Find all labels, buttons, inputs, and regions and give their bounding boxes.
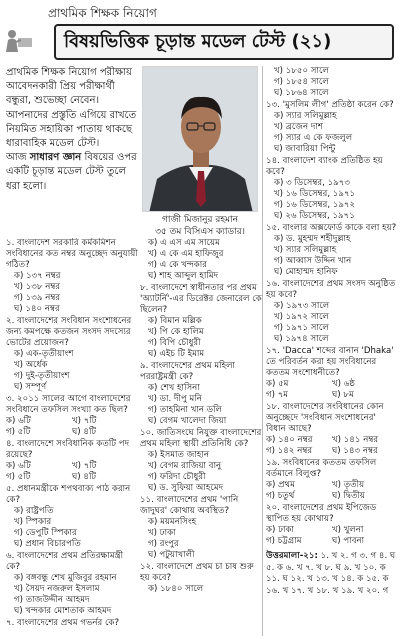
question-option: ক) ১৪০ নম্বর — [266, 435, 313, 445]
question-item — [6, 618, 138, 629]
question-option: ঘ) ১৪০ নম্বর — [14, 304, 60, 314]
question-option: ঘ) সম্পূর্ণ — [14, 382, 47, 392]
option-row — [6, 461, 138, 472]
question-text: ২০. বাংলাদেশের প্রথম ইপিজেড স্থাপিত হয় কোথায়? — [266, 503, 377, 524]
question-option: ঘ) দ্বিতীয় — [332, 491, 365, 501]
question-item — [266, 346, 398, 401]
question-option: গ) ১৯৭১ সালে — [274, 323, 329, 333]
option-row — [266, 390, 398, 401]
question-option: খ) তৃতীয় — [332, 480, 365, 490]
question-option: ঘ) জাবারিয়া পিন্টু — [274, 144, 336, 154]
question-text: ৮. বাংলাদেশে স্বাধীনতার পর প্রথম 'অ্যাটর্নি'-এর ডিরেক্টর জেনারেল কে ছিলেন? — [140, 283, 262, 315]
question-option: খ) সৈয়দ নজরুল ইসলাম — [14, 584, 100, 594]
answer-key-label: উত্তরমালা-২১: — [266, 551, 318, 561]
header — [0, 0, 402, 66]
question-option: গ) স্যার এ কে ফজলুল — [274, 133, 353, 143]
question-option: ক) রাষ্ট্রপতি — [14, 506, 54, 516]
question-text: ১৫. বাংলার অক্সফোর্ড কাকে বলা হয়? — [266, 223, 397, 233]
question-text: ১৪. বাংলাদেশ ব্যাংক প্রতিষ্ঠিত হয় কবে? — [266, 156, 383, 177]
option-row — [266, 379, 398, 390]
question-option: খ) ব্রজেন দাশ — [274, 122, 323, 132]
question-item — [140, 283, 264, 360]
question-item — [140, 495, 264, 561]
question-option: গ) ১৮৫৪ সালে — [274, 77, 329, 87]
question-option: গ) ডেপুটি স্পিকার — [14, 528, 77, 538]
question-option: ঘ) ৪টি — [72, 427, 97, 437]
question-item — [6, 238, 138, 315]
intro-text-pre: আজ — [6, 152, 30, 164]
question-text: ৯. বাংলাদেশের প্রথম মহিলা পররাষ্ট্রমন্ত্রী কে? — [140, 361, 235, 382]
question-option: ঘ) এইচ টি ইমাম — [148, 349, 205, 359]
question-option: ঘ) পটুয়াখালী — [148, 550, 195, 560]
question-option: ঘ) খন্দকার মোশতাক আহমদ — [14, 606, 112, 616]
question-option: ঘ) ১৮৬৪ সালে — [274, 88, 329, 98]
answer-key-text: ১. খ ২. গ ৩. গ ৪. ঘ ৫. ক ৬. খ ৭. খ ৮. ঘ ৯. খ ১০. ক ১১. ঘ ১২. খ ১৩. খ ১৪. ক ১৫. ক ১৬. খ ১৭. খ ১৮. খ ১৯. খ ২০. গ — [266, 551, 396, 596]
author-caption — [140, 215, 260, 238]
question-option: ক) ১৯৭৩ সালে — [274, 301, 330, 311]
answer-key — [266, 551, 398, 597]
question-text: ১৯. সংবিধানের কততম তফসিল বর্তমানে বিলুপ্ত? — [266, 458, 377, 479]
question-option: ক) বঙ্গবন্ধু শেখ মুজিবুর রহমান — [14, 573, 117, 583]
option-row — [266, 435, 398, 446]
question-option: ঘ) পাবনা — [332, 536, 365, 546]
questions-column-3 — [266, 66, 398, 597]
questions-column-1 — [6, 238, 138, 630]
question-item — [6, 551, 138, 617]
question-option: খ) পি কে হালিম — [148, 327, 204, 337]
question-option: গ) ১৪২ নম্বর — [266, 446, 313, 456]
question-text: ২. বাংলাদেশের সংবিধান সংশোধনের জন্য কমপক্ষে কতজন সংসদ সদস্যের ভোটের প্রয়োজন? — [6, 316, 132, 348]
question-option: ক) ড. মুহম্মদ শহীদুল্লাহ — [274, 234, 351, 244]
question-option: গ) ৫টি — [6, 472, 31, 482]
option-row — [6, 416, 138, 427]
question-text: ১২. বাংলাদেশে প্রথম চা চাষ শুরু হয় কবে? — [140, 562, 254, 583]
author-photo — [142, 66, 258, 212]
option-row — [266, 536, 398, 547]
question-option: ক) ৫ম — [266, 379, 289, 389]
questions-column-2 — [140, 238, 264, 596]
question-option: ঘ) ড. সুফিয়া আহমেদ — [148, 483, 224, 493]
option-row — [6, 427, 138, 438]
author-portrait-image — [143, 67, 258, 212]
question-item — [6, 394, 138, 438]
question-item — [266, 156, 398, 222]
question-item — [266, 458, 398, 502]
question-option: গ) তাহমিনা খান ডলি — [148, 405, 222, 415]
question-text: ১৮. বাংলাদেশের সংবিধানের কোন অনুচ্ছেদে 'সংবিধান সংশোধনের' বিধান আছে? — [266, 402, 384, 434]
question-option: খ) ঢাকা — [148, 528, 176, 538]
question-option: গ) ৭ম — [266, 390, 289, 400]
section-kicker: প্রাথমিক শিক্ষক নিয়োগ — [48, 6, 157, 20]
option-row — [266, 525, 398, 536]
page-title: বিষয়ভিত্তিক চূড়ান্ত মডেল টেস্ট (২১) — [54, 24, 394, 60]
question-option: গ) ১৬ ডিসেম্বর, ১৯৭২ — [274, 200, 356, 210]
question-option: গ) দুই-তৃতীয়াংশ — [14, 371, 70, 381]
question-item — [266, 402, 398, 457]
question-text: ১৩. 'মুসলিম লীগ' প্রতিষ্ঠা করেন কে? — [266, 100, 394, 110]
question-option: ঘ) মোহাম্মদ হানিফ — [274, 267, 338, 277]
question-text: ৬. বাংলাদেশের প্রথম প্রতিরক্ষামন্ত্রী কে? — [6, 551, 124, 572]
question-option: ক) প্রথম — [266, 480, 295, 490]
question-option: খ) অর্ধেক — [14, 360, 48, 370]
question-item — [266, 279, 398, 345]
question-text: ৭. বাংলাদেশের প্রথম গভর্নর কে? — [6, 618, 120, 628]
question-item — [266, 503, 398, 547]
question-option: ঘ) ১৪৩ নম্বর — [332, 446, 378, 456]
option-row — [266, 491, 398, 502]
teacher-icon — [4, 28, 34, 54]
question-text: ১১. বাংলাদেশের প্রথম 'পানি জাদুঘর' কোথায় অবস্থিত? — [140, 495, 239, 516]
option-row — [266, 480, 398, 491]
question-option: ঘ) প্রধান বিচারপতি — [14, 539, 81, 549]
question-option: ক) এ এস এম সায়েম — [148, 238, 220, 248]
intro-subject: সাধারণ জ্ঞান — [29, 152, 82, 164]
question-option: ক) স্যার সলিমুল্লাহ — [274, 111, 337, 121]
question-option: গ) ১৩৯ নম্বর — [14, 293, 61, 303]
question-option: ক) ৬টি — [6, 416, 31, 426]
question-option: খ) ১৮৫০ সালে — [274, 66, 329, 76]
question-text: ১৭. 'Dacca' শব্দের বানান 'Dhaka' তে পরিবর্তন করা হয় সংবিধানের কততম সংশোধনীতে? — [266, 346, 394, 378]
question-option: খ) স্পিকার — [14, 517, 52, 527]
question-option: খ) ৭টি — [72, 461, 97, 471]
author-name: গাজী মিজানুর রহমান — [161, 215, 239, 225]
question-option: গ) এ কে খন্দকার — [148, 260, 207, 270]
question-option: ঘ) ৪টি — [72, 472, 97, 482]
question-option: গ) আব্বাস উদ্দিন খান — [274, 256, 352, 266]
question-option: ঘ) ২৬ ডিসেম্বর, ১৯৭১ — [274, 211, 355, 221]
question-option: গ) রংপুর — [148, 539, 179, 549]
question-option: ক) বিমান মল্লিক — [148, 316, 202, 326]
question-item — [6, 484, 138, 550]
question-item — [140, 562, 264, 595]
question-option: গ) বিপি চৌধুরী — [148, 338, 201, 348]
question-option: খ) ১৩৮ নম্বর — [14, 282, 61, 292]
question-option: খ) স্যার সলিমুল্লাহ — [274, 245, 337, 255]
question-option: গ) ফরিদা চৌধুরী — [148, 472, 206, 482]
question-option: ঘ) শাহ আব্দুল হামিদ — [148, 271, 219, 281]
question-option: গ) ৫টি — [6, 427, 31, 437]
question-option: ক) ইসমাত জাহান — [148, 450, 210, 460]
question-text: ১০. জাতিসংঘে নিযুক্ত বাংলাদেশের প্রথম মহিলা স্থায়ী প্রতিনিধি কে? — [140, 428, 262, 449]
question-text: ৪. বাংলাদেশে সংবিধানিক কতটি পদ রয়েছে? — [6, 439, 130, 460]
option-row — [6, 472, 138, 483]
author-role: ৩৫ তম বিসিএস ক্যাডার। — [155, 226, 245, 237]
question-option: ক) ১৮৪০ সালে — [148, 584, 204, 594]
question-option: গ) চতুর্থ — [266, 491, 295, 501]
question-option: খ) বেগম রাজিয়া বানু — [148, 461, 222, 471]
question-option: গ) তাজউদ্দীন আহমদ — [14, 595, 90, 605]
question-option: খ) খুলনা — [332, 525, 364, 535]
question-option: খ) ডা. দীপু মনি — [148, 394, 202, 404]
question-option: খ) ১৬ ডিসেম্বর, ১৯৭১ — [274, 189, 356, 199]
question-option: গ) চট্টগ্রাম — [266, 536, 302, 546]
question-option: ঘ) ১৯৭৪ সালে — [274, 334, 329, 344]
question-option: ক) ময়মনসিংহ — [148, 517, 197, 527]
question-option: খ) এ কে এম হাফিজুর — [148, 249, 224, 259]
question-option: ক) ১৩৭ নম্বর — [14, 271, 61, 281]
question-option: ক) ঢাকা — [266, 525, 294, 535]
intro-paragraph-1: প্রাথমিক শিক্ষক নিয়োগ পরীক্ষায় আবেদনকারী প্রিয় পরীক্ষার্থী বন্ধুরা, শুভেচ্ছা নেবেন। আপনাদের প্রস্তুতি এগিয়ে রাখতে নিয়মিত সহায়িকা পাতায় থাকছে ধারাবাহিক মডেল টেস্ট। — [6, 67, 137, 149]
question-item — [6, 439, 138, 483]
question-item — [140, 428, 264, 494]
question-item — [266, 223, 398, 278]
question-item — [140, 238, 264, 282]
question-option: খ) ৭টি — [72, 416, 97, 426]
question-option: ক) শেখ হাসিনা — [148, 383, 200, 393]
intro-text-post: বিষয়ের ওপর একটি চূড়ান্ত মডেল টেস্ট তুলে ধরা হলো। — [6, 152, 137, 192]
question-option: খ) ৬ষ্ঠ — [332, 379, 355, 389]
intro-text — [6, 66, 142, 194]
question-option: ঘ) ৮ম — [332, 390, 354, 400]
question-item — [140, 361, 264, 427]
question-option: ক) এক-তৃতীয়াংশ — [14, 349, 74, 359]
question-text: ৩. ২০১১ সালের আগে বাংলাদেশের সংবিধানে তফসিল সংখ্যা কত ছিল? — [6, 394, 131, 415]
question-option: খ) ১৯৭২ সালে — [274, 312, 329, 322]
question-item — [6, 316, 138, 393]
question-option: খ) ১৪১ নম্বর — [332, 435, 379, 445]
option-row — [266, 446, 398, 457]
question-item — [266, 66, 398, 99]
question-option: ঘ) বেগম খালেদা জিয়া — [148, 416, 227, 426]
question-option: ক) ৩ ডিসেম্বর, ১৯৭৩ — [274, 178, 350, 188]
question-item — [266, 100, 398, 155]
question-option: ক) ৬টি — [6, 461, 31, 471]
question-text: ১. বাংলাদেশ সরকারি কর্মকমিশন সংবিধানের কত নম্বর অনুচ্ছেদ অনুযায়ী গঠিত? — [6, 238, 138, 270]
question-text: ৫. প্রধানমন্ত্রীকে শপথবাক্য পাঠ করান কে? — [6, 484, 131, 505]
intro-paragraph-2 — [6, 151, 142, 194]
question-text: ১৬. বাংলাদেশের প্রথম সংসদ অনুষ্ঠিত হয় কবে? — [266, 279, 396, 300]
